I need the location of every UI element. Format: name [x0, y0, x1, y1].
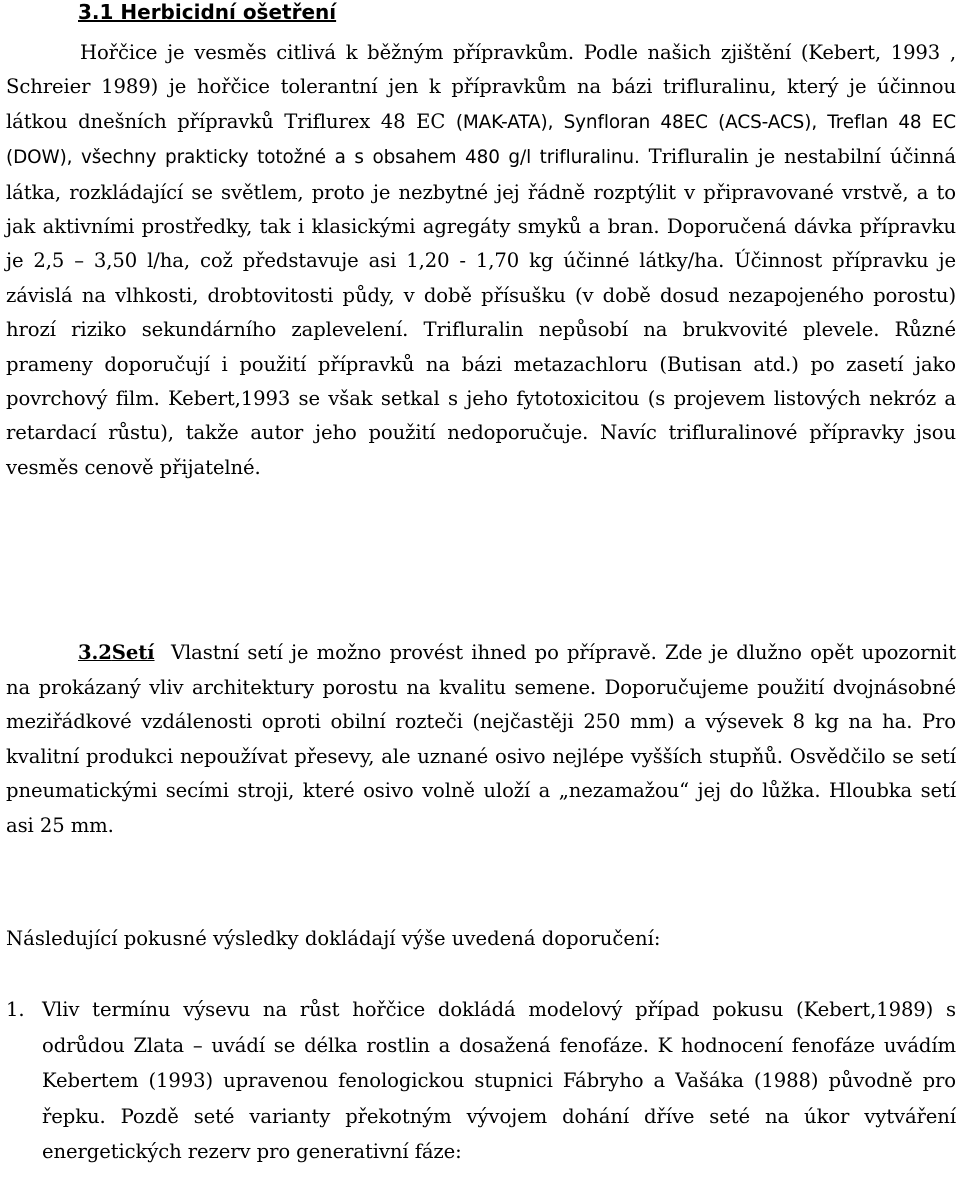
- paragraph-herbicide: [6, 36, 956, 485]
- paragraph-herbicide-part-a: Hořčice je vesměs citlivá k běžným přípravkům. Podle našich zjištění (Kebert, 1993 , Schreier 1989) je hořčice tolerantní jen k přípravkům na bázi trifluralinu, který je účinnou látkou dnešních přípravků Triflurex 48 EC: [6, 41, 956, 133]
- results-list: [6, 992, 956, 1170]
- section-heading-herbicide: 3.1 Herbicidní ošetření: [78, 0, 337, 24]
- list-item-text: Vliv termínu výsevu na růst hořčice dokládá modelový případ pokusu (Kebert,1989) s odrůdou Zlata – uvádí se délka rostlin a dosažená fenofáze. K hodnocení fenofáze uvádím Kebertem (1993) upravenou fenologickou stupnici Fábryho a Vašáka (1988) původně pro řepku. Pozdě seté varianty překotným vývojem dohání dříve seté na úkor vytváření energetických rezerv pro generativní fáze:: [42, 998, 956, 1163]
- list-item-number: 1.: [6, 998, 25, 1021]
- section-heading-seti-word: Setí: [111, 641, 155, 664]
- results-intro: Následující pokusné výsledky dokládají výše uvedená doporučení:: [6, 927, 661, 950]
- section-heading-seti-number: 3.2: [78, 641, 112, 664]
- section-heading-seti: [78, 641, 155, 664]
- paragraph-herbicide-part-b: (MAK-ATA), Synfloran 48EC (ACS-ACS), Treflan 48 EC (DOW), všechny prakticky totožné a s obsahem 480 g/l trifluralinu.: [6, 111, 956, 169]
- list-item: [6, 992, 956, 1170]
- paragraph-seti-body: Vlastní setí je možno provést ihned po přípravě. Zde je dlužno opět upozornit na prokázaný vliv architektury porostu na kvalitu semene. Doporučujeme použití dvojnásobné meziřádkové vzdálenosti oproti obilní rozteči (nejčastěji 250 mm) a výsevek 8 kg na ha. Pro kvalitní produkci nepoužívat přesevy, ale uznané osivo nejlépe vyšších stupňů. Osvědčilo se setí pneumatickými secími stroji, které osivo volně uloží a „nezamažou“ jej do lůžka. Hloubka setí asi 25 mm.: [6, 641, 956, 837]
- paragraph-seti: [6, 636, 956, 844]
- paragraph-herbicide-part-c: Trifluralin je nestabilní účinná látka, rozkládající se světlem, proto je nezbytné jej řádně rozptýlit v připravované vrstvě, a to jak aktivními prostředky, tak i klasickými agregáty smyků a bran. Doporučená dávka přípravku je 2,5 – 3,50 l/ha, což představuje asi 1,20 - 1,70 kg účinné látky/ha. Účinnost přípravku je závislá na vlhkosti, drobtovitosti půdy, v době přísušku (v době dosud nezapojeného porostu) hrozí riziko sekundárního zaplevelení. Trifluralin nepůsobí na brukvovité plevele. Různé prameny doporučují i použití přípravků na bázi metazachloru (Butisan atd.) po zasetí jako povrchový film. Kebert,1993 se však setkal s jeho fytotoxicitou (s projevem listových nekróz a retardací růstu), takže autor jeho použití nedoporučuje. Navíc trifluralinové přípravky jsou vesměs cenově přijatelné.: [6, 145, 956, 479]
